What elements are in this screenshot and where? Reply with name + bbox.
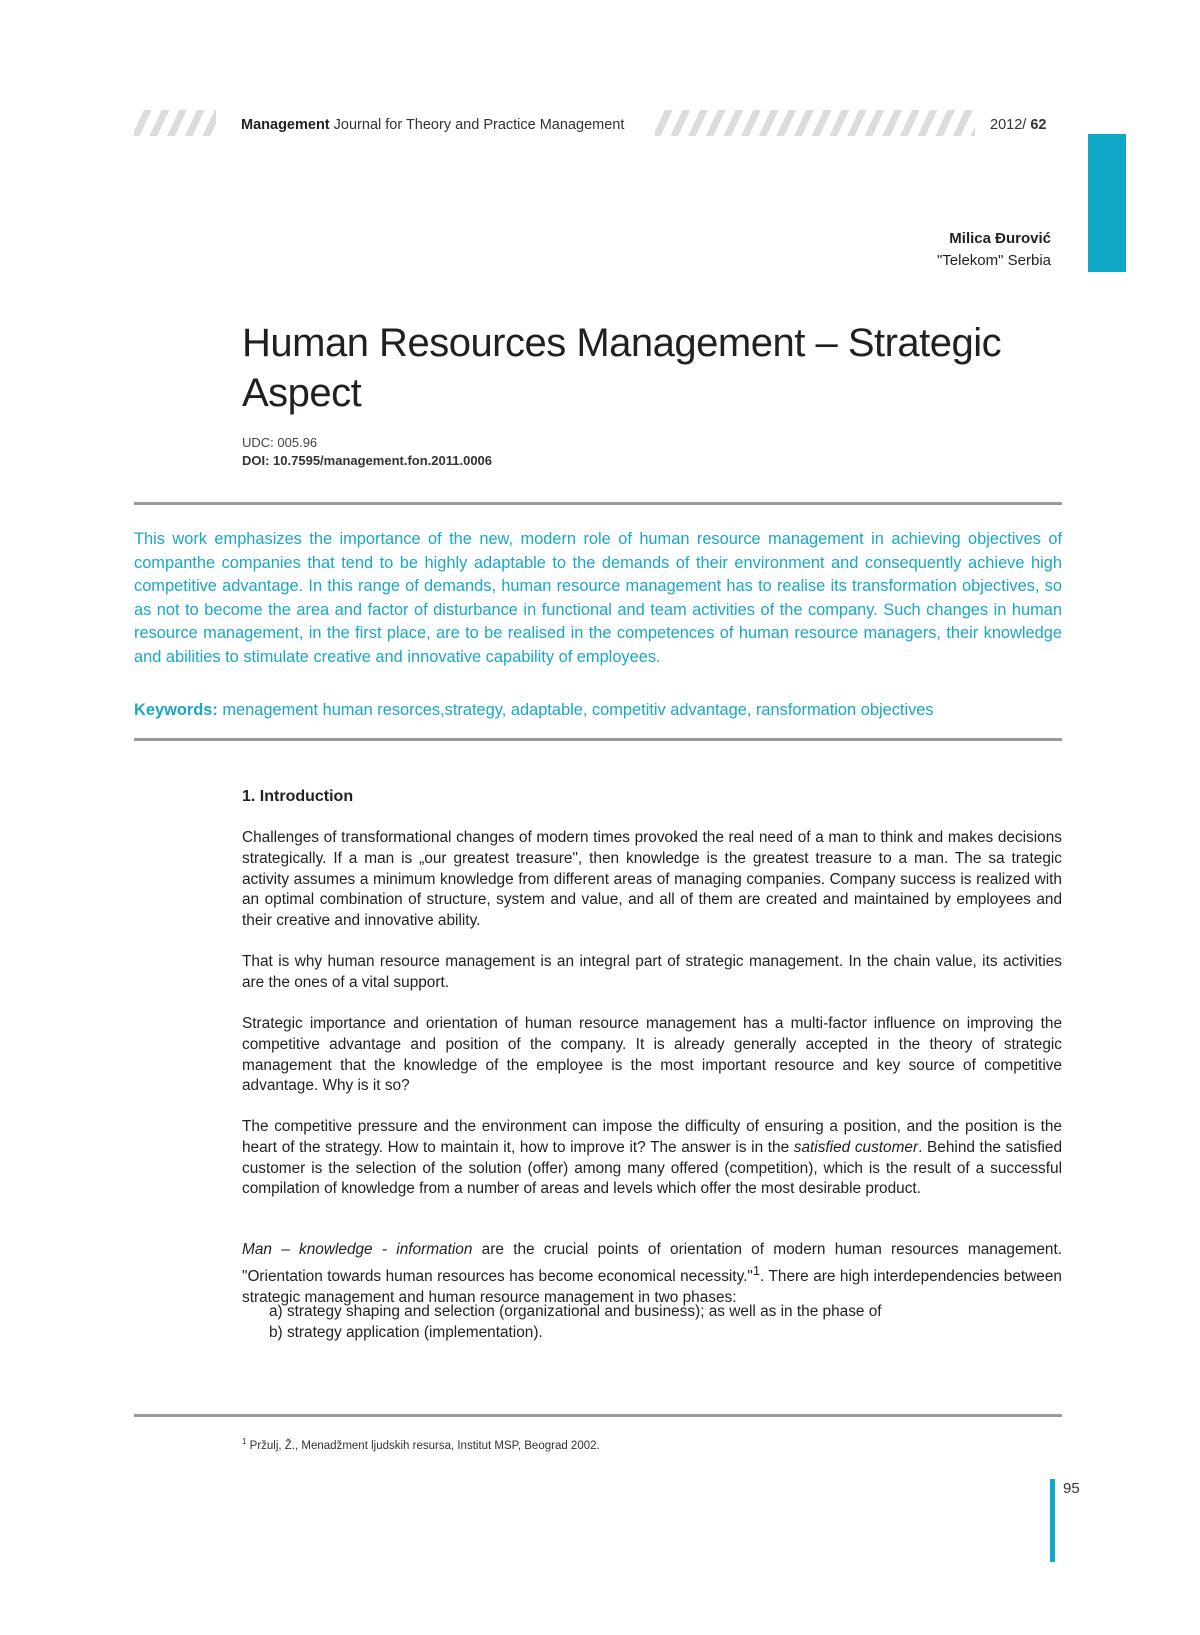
issue-year: 2012/	[990, 117, 1027, 133]
author-affiliation: "Telekom" Serbia	[936, 252, 1051, 269]
footnote	[242, 1437, 600, 1452]
paragraph-4-text-b: . Behind the satisfied customer is the selection of the solution (offer) among many offered (competition), which is the result of a successful compilation of knowledge from a number of areas and levels which offer the most desirable product.	[242, 1138, 1063, 1198]
header-hatch-left	[134, 110, 216, 136]
keywords	[134, 701, 1062, 720]
accent-block	[1088, 134, 1126, 272]
paragraph-2: That is why human resource management is an integral part of strategic management. In the chain value, its activities are the ones of a vital support.	[242, 953, 1062, 991]
footnote-rule	[134, 1414, 1062, 1417]
header-hatch-middle	[655, 110, 975, 136]
author-name: Milica Đurović	[949, 230, 1051, 247]
footnote-text: Pržulj, Ž., Menadžment ljudskih resursa, Institut MSP, Beograd 2002.	[246, 1439, 600, 1452]
abstract-bottom-rule	[134, 738, 1062, 741]
abstract-top-rule	[134, 502, 1062, 505]
paragraph-5-text-b: are the crucial points of orientation of modern human resources management. "Orientation towards human resources has become economical necessity."	[242, 1241, 1062, 1285]
abstract: This work emphasizes the importance of the new, modern role of human resource management in achieving objectives of companthe companies that tend to be highly adaptable to the demands of their environment and consequently achieve high competitive advantage. In this range of demands, human resource management has to realise its transformation objectives, so as not to become the area and factor of disturbance in functional and team activities of the company. Such changes in human resource management, in the first place, are to be realised in the competences of human resource managers, their knowledge and abilities to stimulate creative and innovative capability of employees.	[134, 530, 1062, 666]
doi: DOI: 10.7595/management.fon.2011.0006	[242, 453, 493, 468]
paragraph-4-text-a: The competitive pressure and the environment can impose the difficulty of ensuring a position, and the position is the heart of the strategy. How to maintain it, how to improve it? The answer is in the	[242, 1118, 1062, 1156]
paragraph-4	[242, 1117, 1062, 1200]
journal-subtitle: Journal for Theory and Practice Management	[329, 117, 625, 133]
issue-number	[990, 117, 1046, 133]
journal-header	[241, 117, 624, 133]
footnote-ref: 1	[752, 1262, 761, 1278]
list-item-b: b) strategy application (implementation).	[269, 1324, 543, 1341]
footnote-mark: 1	[242, 1437, 247, 1446]
list-item-a: a) strategy shaping and selection (organizational and business); as well as in the phase of	[269, 1303, 882, 1320]
keywords-label: Keywords:	[134, 701, 218, 719]
keywords-text: menagement human resorces,strategy, adaptable, competitiv advantage, ransformation objectives	[217, 701, 934, 719]
paragraph-3: Strategic importance and orientation of human resource management has a multi-factor influence on improving the competitive advantage and position of the company. It is already generally accepted in the theory of strategic management that the knowledge of the employee is the most important resource and key source of competitive advantage. Why is it so?	[242, 1015, 1062, 1095]
udc-code: UDC: 005.96	[242, 435, 318, 450]
issue-num: 62	[1030, 117, 1047, 133]
journal-name: Management	[241, 117, 330, 133]
article-title: Human Resources Management – Strategic Aspect	[242, 321, 1002, 415]
paragraph-4-emphasis: satisfied customer	[793, 1138, 919, 1156]
paragraph-1: Challenges of transformational changes of modern times provoked the real need of a man to think and makes decisions strategically. If a man is „our greatest treasure", then knowledge is the greatest treasure to a man. The sa trategic activity assumes a minimum knowledge from different areas of managing companies. Company success is realized with an optimal combination of structure, system and value, and all of them are created and maintained by employees and their creative and innovative ability.	[242, 829, 1062, 930]
paragraph-5-emphasis: Man – knowledge - information	[242, 1241, 473, 1258]
page-number-bar	[1050, 1479, 1055, 1562]
section-heading: 1. Introduction	[242, 788, 354, 805]
paragraph-5	[242, 1240, 1062, 1309]
paragraph-5-text-c: . There are high interdependencies between strategic management and human resource management in two phases:	[242, 1267, 1062, 1306]
page-number: 95	[1063, 1480, 1080, 1497]
